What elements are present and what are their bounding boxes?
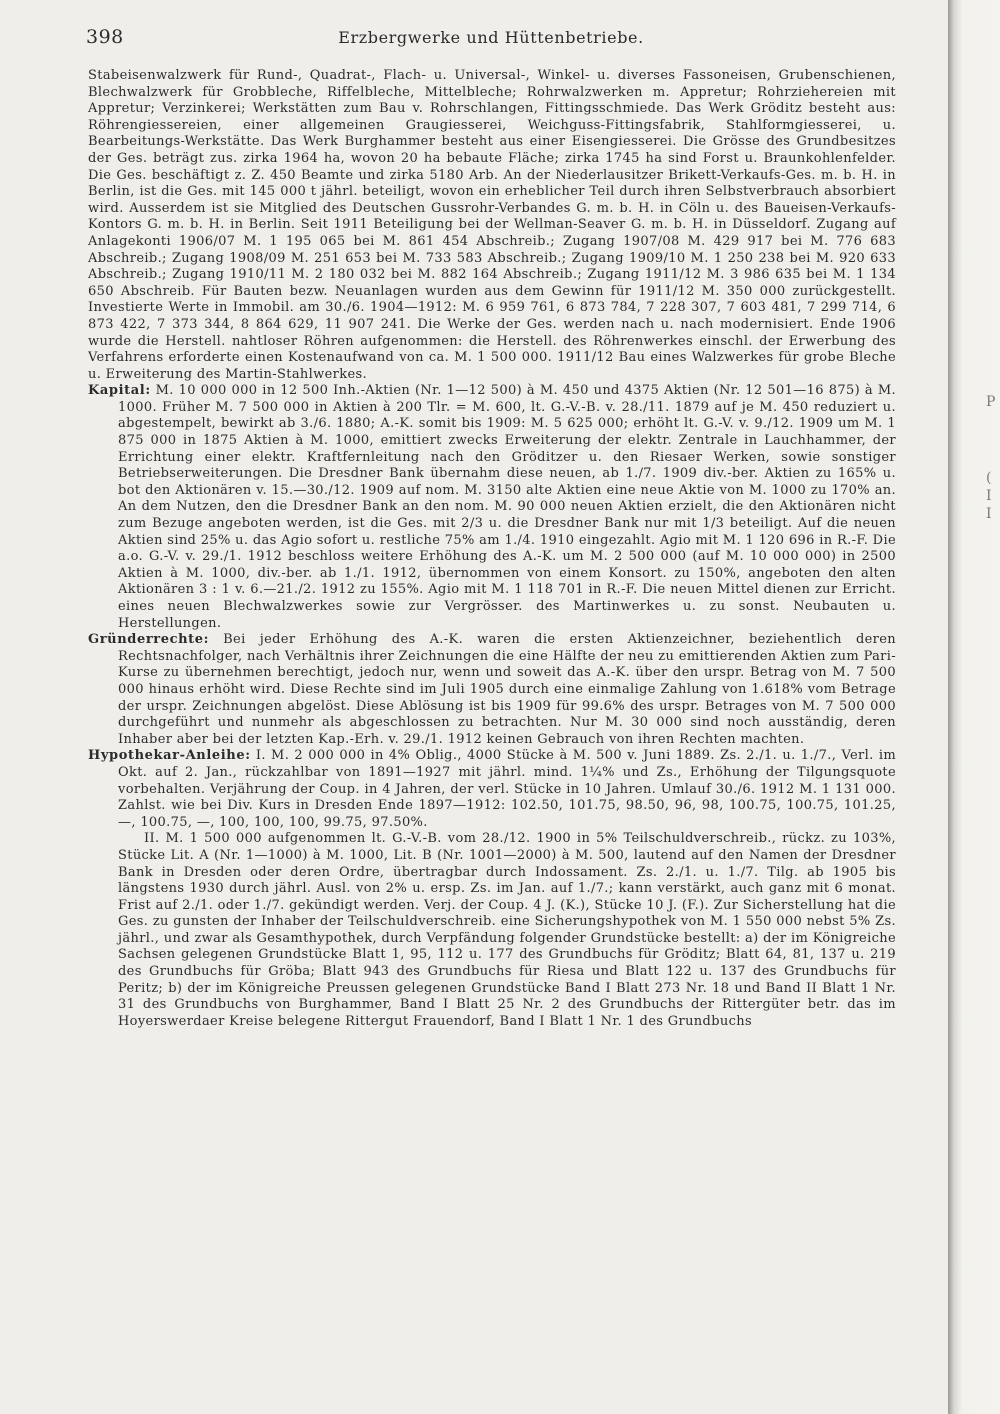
- hypothekar-anleihe-text-1: I. M. 2 000 000 in 4% Oblig., 4000 Stücke à M. 500 v. Juni 1889. Zs. 2./1. u. 1./7., Verl. im Okt. auf 2. Jan., rückzahlbar von 1891—1927 mit jährl. mind. 1¼% und Zs., Erhöhung der Tilgungsquote vorbehalten. Verjährung der Coup. in 4 Jahren, der verl. Stücke in 10 Jahren. Umlauf 30./6. 1912 M. 1 131 000. Zahlst. wie bei Div. Kurs in Dresden Ende 1897—1912: 102.50, 101.75, 98.50, 96, 98, 100.75, 100.75, 101.25, —, 100.75, —, 100, 100, 100, 99.75, 97.50%.: [118, 748, 896, 830]
- page-number: 398: [86, 26, 124, 48]
- gruenderrechte-paragraph: [88, 632, 896, 748]
- page-body: [88, 68, 896, 1030]
- kapital-paragraph: [88, 383, 896, 632]
- page-header: [86, 26, 896, 52]
- hypothekar-anleihe-paragraph: [88, 748, 896, 831]
- gutter-mark: (: [986, 470, 992, 486]
- intro-paragraph: Stabeisenwalzwerk für Rund-, Quadrat-, Flach- u. Universal-, Winkel- u. diverses Fassoneisen, Grubenschienen, Blechwalzwerk für Grobbleche, Riffelbleche, Mittelbleche; Rohrwalzwerken m. Appretur; Rohrziehereien mit Appretur; Verzinkerei; Werkstätten zum Bau v. Rohrschlangen, Fittingsschmiede. Das Werk Gröditz besteht aus: Röhrengiessereien, einer allgemeinen Graugiesserei, Weichguss-Fittingsfabrik, Stahlformgiesserei, u. Bearbeitungs-Werkstätte. Das Werk Burghammer besteht aus einer Eisengiesserei. Die Grösse des Grundbesitzes der Ges. beträgt zus. zirka 1964 ha, wovon 20 ha bebaute Fläche; zirka 1745 ha sind Forst u. Braunkohlenfelder. Die Ges. beschäftigt z. Z. 450 Beamte und zirka 5180 Arb. An der Niederlausitzer Brikett-Verkaufs-Ges. m. b. H. in Berlin, ist die Ges. mit 145 000 t jährl. beteiligt, wovon ein erheblicher Teil durch ihren Selbstverbrauch absorbiert wird. Ausserdem ist sie Mitglied des Deutschen Gussrohr-Verbandes G. m. b. H. in Cöln u. des Baueisen-Verkaufs-Kontors G. m. b. H. in Berlin. Seit 1911 Beteiligung bei der Wellman-Seaver G. m. b. H. in Düsseldorf. Zugang auf Anlagekonti 1906/07 M. 1 195 065 bei M. 861 454 Abschreib.; Zugang 1907/08 M. 429 917 bei M. 776 683 Abschreib.; Zugang 1908/09 M. 251 653 bei M. 733 583 Abschreib.; Zugang 1909/10 M. 1 250 238 bei M. 920 633 Abschreib.; Zugang 1910/11 M. 2 180 032 bei M. 882 164 Abschreib.; Zugang 1911/12 M. 3 986 635 bei M. 1 134 650 Abschreib. Für Bauten bezw. Neuanlagen wurden aus dem Gewinn für 1911/12 M. 350 000 zurückgestellt. Investierte Werte in Immobil. am 30./6. 1904—1912: M. 6 959 761, 6 873 784, 7 228 307, 7 603 481, 7 299 714, 6 873 422, 7 373 344, 8 864 629, 11 907 241. Die Werke der Ges. werden nach u. nach modernisiert. Ende 1906 wurde die Herstell. nahtloser Röhren aufgenommen: die Herstell. des Röhrenwerkes einschl. der Erwerbung des Verfahrens erforderte einen Kostenaufwand von ca. M. 1 500 000. 1911/12 Bau eines Walzwerkes für grobe Bleche u. Erweiterung des Martin-Stahlwerkes.: [88, 68, 896, 382]
- kapital-heading: Kapital:: [88, 383, 151, 399]
- book-gutter: [948, 0, 1000, 1414]
- gutter-mark: I: [986, 506, 992, 522]
- gruenderrechte-heading: Gründerrechte:: [88, 632, 210, 648]
- gutter-mark: I: [986, 488, 992, 504]
- hypothekar-anleihe-paragraph-2: II. M. 1 500 000 aufgenommen lt. G.-V.-B. vom 28./12. 1900 in 5% Teilschuldverschreib., rückz. zu 103%, Stücke Lit. A (Nr. 1—1000) à M. 1000, Lit. B (Nr. 1001—2000) à M. 500, lautend auf den Namen der Dresdner Bank in Dresden oder deren Ordre, übertragbar durch Indossament. Zs. 2./1. u. 1./7. Tilg. ab 1905 bis längstens 1930 durch jährl. Ausl. von 2% u. ersp. Zs. im Jan. auf 1./7.; kann verstärkt, auch ganz mit 6 monat. Frist auf 2./1. oder 1./7. gekündigt werden. Verj. der Coup. 4 J. (K.), Stücke 10 J. (F.). Zur Sicherstellung hat die Ges. zu gunsten der Inhaber der Teilschuldverschreib. eine Sicherungshypothek von M. 1 550 000 nebst 5% Zs. jährl., und zwar als Gesamthypothek, durch Verpfändung folgender Grundstücke bestellt: a) der im Königreiche Sachsen gelegenen Grundstücke Blatt 1, 95, 112 u. 177 des Grundbuchs für Gröditz; Blatt 64, 81, 137 u. 219 des Grundbuchs für Gröba; Blatt 943 des Grundbuchs für Riesa und Blatt 122 u. 137 des Grundbuchs für Peritz; b) der im Königreiche Preussen gelegenen Grundstücke Band I Blatt 273 Nr. 18 und Band II Blatt 1 Nr. 31 des Grundbuchs von Burghammer, Band I Blatt 25 Nr. 2 des Grundbuchs der Rittergüter betr. das im Hoyerswerdaer Kreise belegene Rittergut Frauendorf, Band I Blatt 1 Nr. 1 des Grundbuchs: [118, 831, 896, 1029]
- kapital-text: M. 10 000 000 in 12 500 Inh.-Aktien (Nr. 1—12 500) à M. 450 und 4375 Aktien (Nr. 12 501—16 875) à M. 1000. Früher M. 7 500 000 in Aktien à 200 Tlr. = M. 600, lt. G.-V.-B. v. 28./11. 1879 auf je M. 450 reduziert u. abgestempelt, bewirkt ab 3./6. 1880; A.-K. somit bis 1909: M. 5 625 000; erhöht lt. G.-V. v. 9./12. 1909 um M. 1 875 000 in 1875 Aktien à M. 1000, emittiert zwecks Erweiterung der elektr. Zentrale in Lauchhammer, der Errichtung einer elektr. Kraftfernleitung nach den Gröditzer u. den Riesaer Werken, sowie sonstiger Betriebserweiterungen. Die Dresdner Bank übernahm diese neuen, ab 1./7. 1909 div.-ber. Aktien zu 165% u. bot den Aktionären v. 15.—30./12. 1909 auf nom. M. 3150 alte Aktien eine neue Aktie von M. 1000 zu 170% an. An dem Nutzen, den die Dresdner Bank an den nom. M. 90 000 neuen Aktien erzielt, die den Aktionären nicht zum Bezuge angeboten werden, ist die Ges. mit 2/3 u. die Dresdner Bank nur mit 1/3 beteiligt. Auf die neuen Aktien sind 25% u. das Agio sofort u. restliche 75% am 1./4. 1910 eingezahlt. Agio mit M. 1 120 696 in R.-F. Die a.o. G.-V. v. 29./1. 1912 beschloss weitere Erhöhung des A.-K. um M. 2 500 000 (auf M. 10 000 000) in 2500 Aktien à M. 1000, div.-ber. ab 1./1. 1912, übernommen von einem Konsort. zu 150%, angeboten den alten Aktionären 3 : 1 v. 6.—21./2. 1912 zu 155%. Agio mit M. 1 118 701 in R.-F. Die neuen Mittel dienen zur Erricht. eines neuen Blechwalzwerkes sowie zur Vergrösser. des Martinwerkes u. zu sonst. Neubauten u. Herstellungen.: [118, 383, 896, 631]
- running-head: Erzbergwerke und Hüttenbetriebe.: [338, 28, 644, 47]
- gruenderrechte-text: Bei jeder Erhöhung des A.-K. waren die ersten Aktienzeichner, beziehentlich deren Rechtsnachfolger, nach Verhältnis ihrer Zeichnungen die eine Hälfte der neu zu emittierenden Aktien zum Pari-Kurse zu übernehmen berechtigt, jedoch nur, wenn und soweit das A.-K. über den urspr. Betrag von M. 7 500 000 hinaus erhöht wird. Diese Rechte sind im Juli 1905 durch eine einmalige Zahlung von 1.618% vom Betrage der urspr. Zeichnungen abgelöst. Diese Ablösung ist bis 1909 für 99.6% des urspr. Betrages von M. 7 500 000 durchgeführt und nunmehr als abgeschlossen zu betrachten. Nur M. 30 000 sind noch ausständig, deren Inhaber aber bei der letzten Kap.-Erh. v. 29./1. 1912 keinen Gebrauch von ihren Rechten machten.: [118, 632, 897, 747]
- gutter-mark: P: [986, 394, 996, 410]
- hypothekar-anleihe-heading: Hypothekar-Anleihe:: [88, 748, 251, 764]
